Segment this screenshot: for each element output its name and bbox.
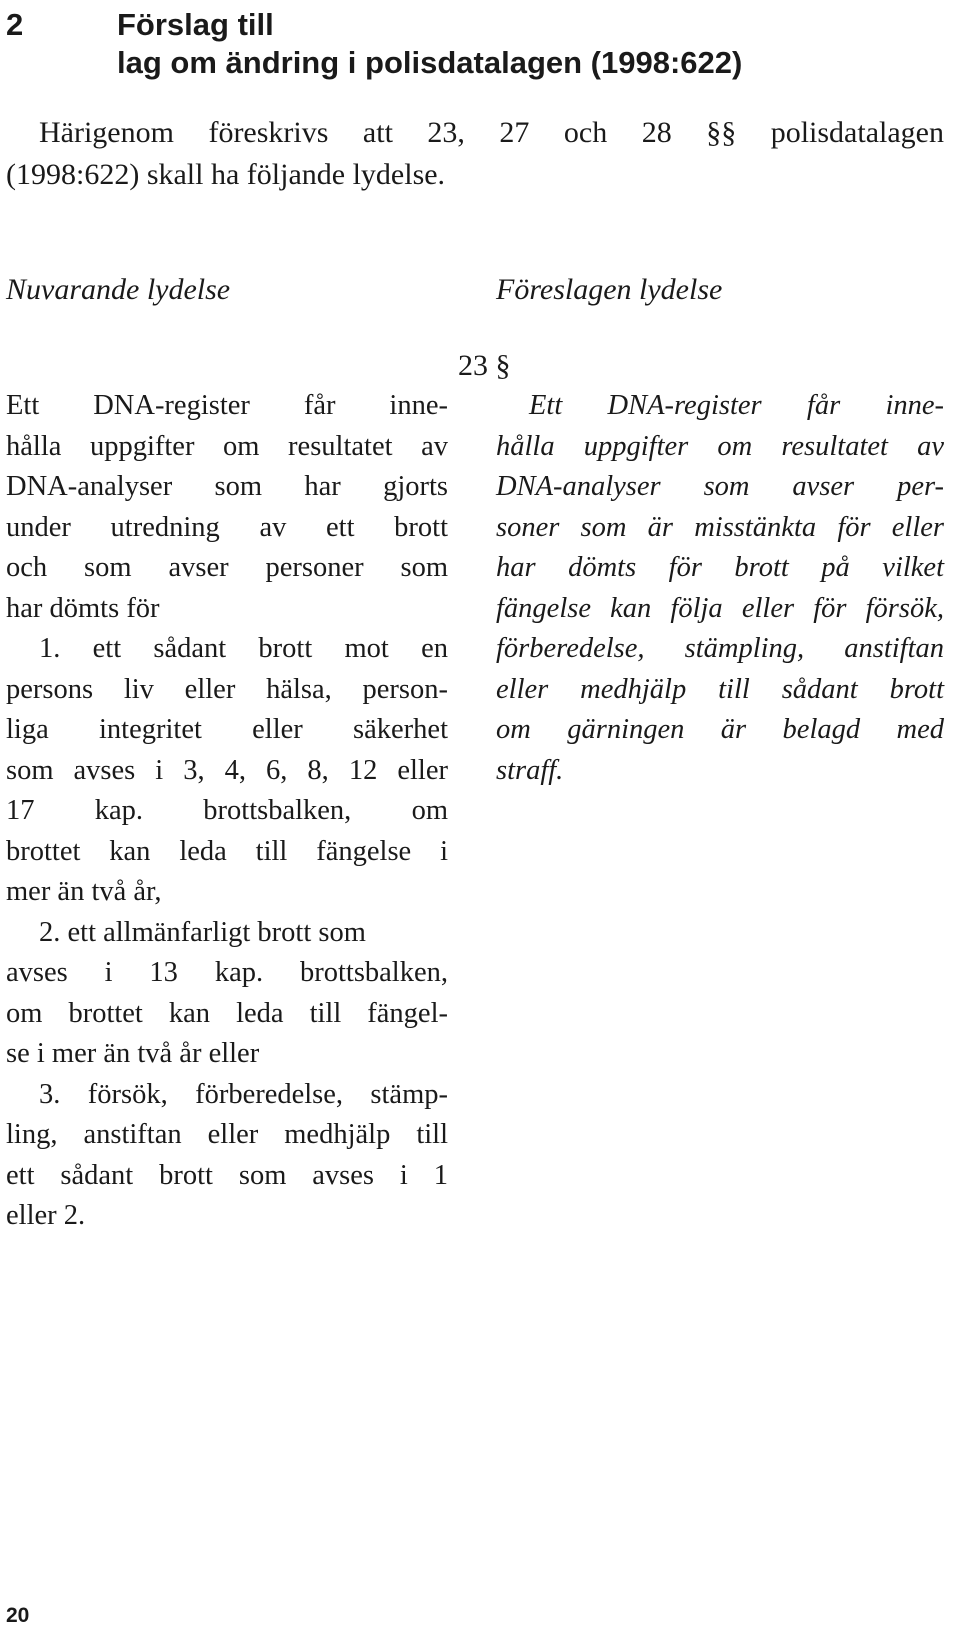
list-item-1-line: 1. ett sådant brott mot en <box>39 633 448 664</box>
text-line: eller medhjälp till sådant brott <box>496 673 944 705</box>
intro-paragraph <box>6 112 944 196</box>
text-line: ling, anstiftan eller medhjälp till <box>6 1119 448 1150</box>
text-line: som avses i 3, 4, 6, 8, 12 eller <box>6 754 448 786</box>
intro-line: (1998:622) skall ha följande lydelse. <box>6 158 446 191</box>
text-line: Ett DNA-register får inne- <box>6 390 448 421</box>
current-text-column <box>6 386 448 1237</box>
title-line-2: lag om ändring i polisdatalagen (1998:622) <box>117 45 743 80</box>
text-line: eller 2. <box>6 1200 86 1231</box>
proposed-version-heading: Föreslagen lydelse <box>496 273 723 306</box>
text-line: har dömts för brott på vilket <box>496 552 944 583</box>
text-line: hålla uppgifter om resultatet av <box>496 430 944 462</box>
paragraph-number: 23 § <box>458 349 511 382</box>
list-item-3-line: 3. försök, förberedelse, stämp- <box>39 1078 448 1110</box>
text-line: mer än två år, <box>6 876 162 907</box>
text-line: har dömts för <box>6 592 160 624</box>
text-line: hålla uppgifter om resultatet av <box>6 430 448 462</box>
text-line: 17 kap. brottsbalken, om <box>6 795 448 826</box>
text-line: soner som är misstänkta för eller <box>496 511 944 543</box>
title-line-1: Förslag till <box>117 7 274 42</box>
text-line: fängelse kan följa eller för försök, <box>496 592 944 624</box>
intro-line: Härigenom föreskrivs att 23, 27 och 28 §§ polisdatalagen <box>39 116 944 149</box>
text-line: DNA-analyser som avser per- <box>496 471 944 502</box>
page-title <box>117 6 742 82</box>
section-number-heading: 2 <box>6 7 24 42</box>
text-line: Ett DNA-register får inne- <box>529 390 944 421</box>
text-line: persons liv eller hälsa, person- <box>6 673 448 705</box>
text-line: liga integritet eller säkerhet <box>6 714 448 745</box>
current-version-heading: Nuvarande lydelse <box>6 273 231 306</box>
text-line: ett sådant brott som avses i 1 <box>6 1159 448 1191</box>
proposed-text-column <box>496 386 944 791</box>
text-line: avses i 13 kap. brottsbalken, <box>6 957 448 988</box>
text-line: under utredning av ett brott <box>6 511 448 543</box>
text-line: förberedelse, stämpling, anstiftan <box>496 633 944 664</box>
text-line: och som avser personer som <box>6 552 448 583</box>
text-line: brottet kan leda till fängelse i <box>6 835 448 867</box>
text-line: om gärningen är belagd med <box>496 714 944 745</box>
text-line: DNA-analyser som har gjorts <box>6 471 448 502</box>
text-line: se i mer än två år eller <box>6 1038 260 1069</box>
list-item-2-line: 2. ett allmänfarligt brott som <box>39 916 366 948</box>
page-number: 20 <box>6 1604 30 1627</box>
text-line: straff. <box>496 754 564 786</box>
text-line: om brottet kan leda till fängel- <box>6 997 448 1029</box>
